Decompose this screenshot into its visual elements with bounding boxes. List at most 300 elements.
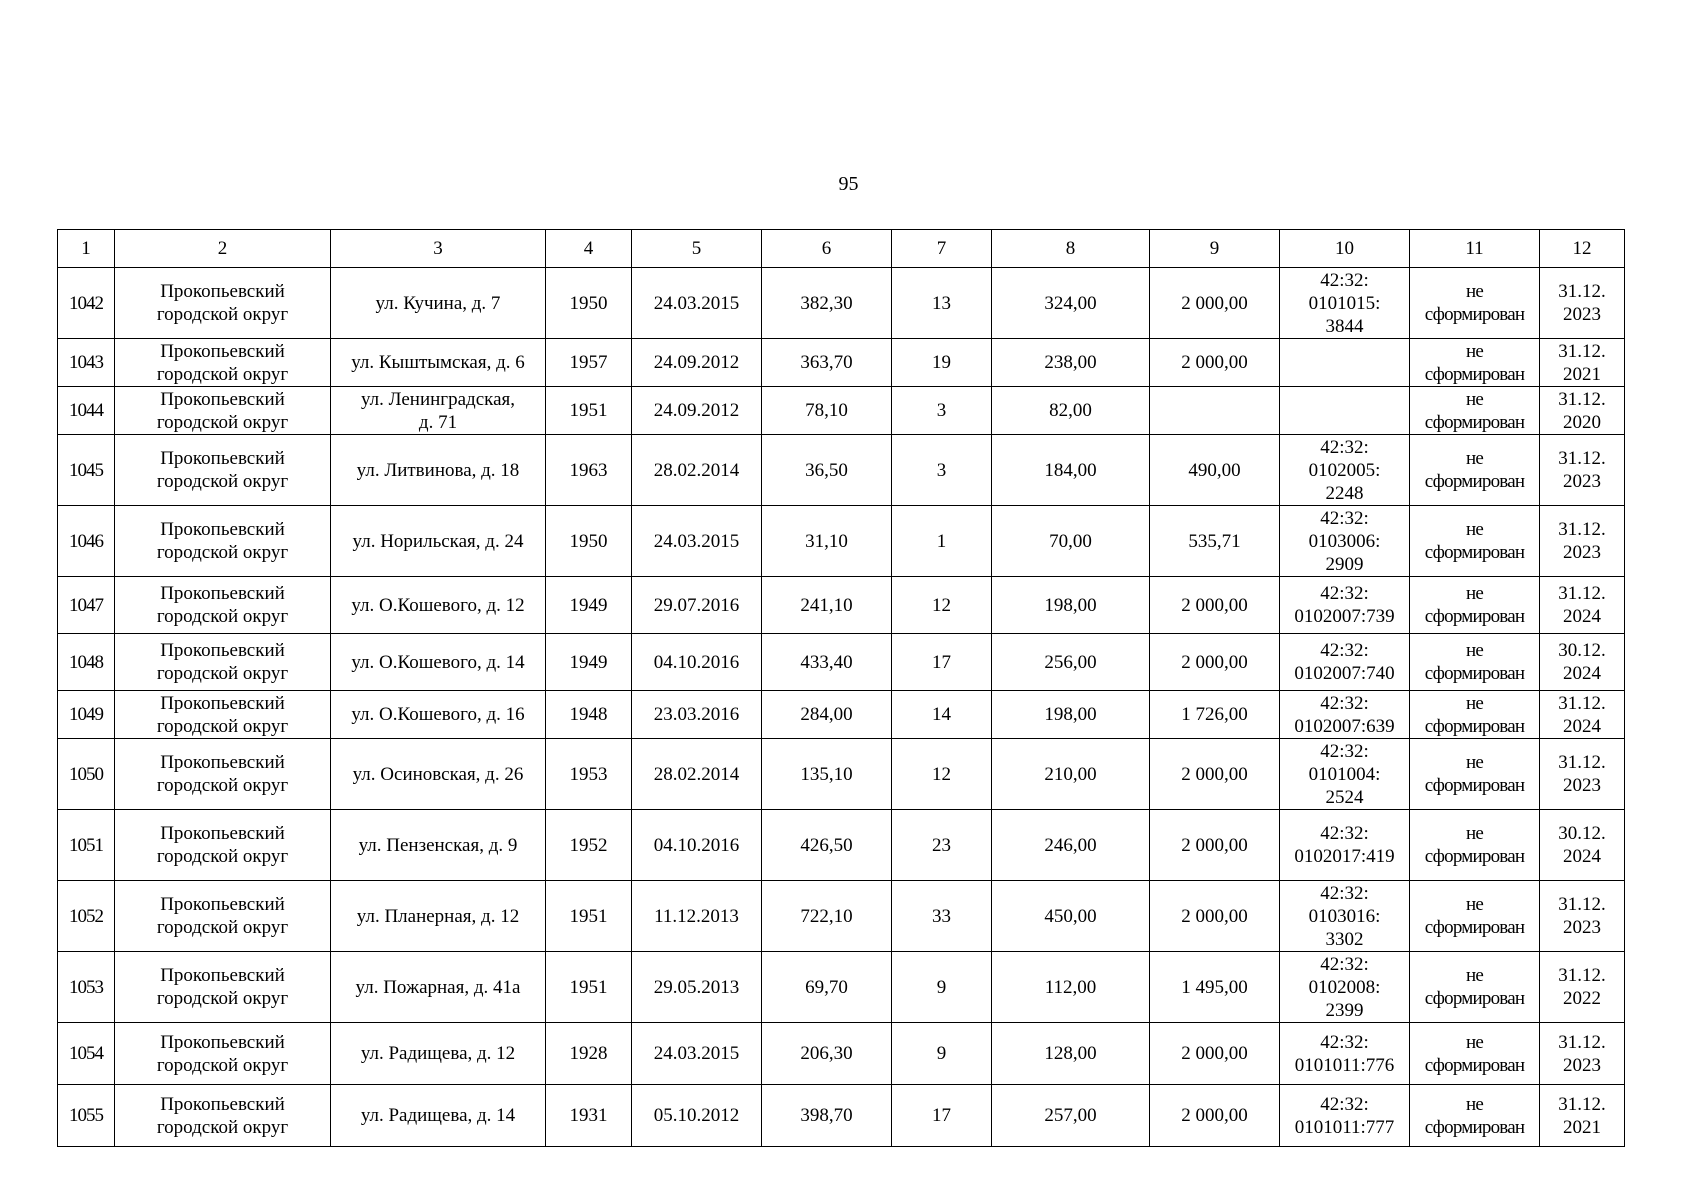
municipality-cell <box>115 339 331 387</box>
column-number-header: 7 <box>892 230 992 268</box>
municipality-line: городской округ <box>156 988 289 1009</box>
municipality-line: Прокопьевский <box>160 583 285 604</box>
address-cell <box>331 881 546 952</box>
row-number-cell: 1050 <box>58 739 115 810</box>
year-cell: 1931 <box>546 1085 632 1147</box>
column-8-cell: 82,00 <box>992 387 1150 435</box>
cadastral-number-cell <box>1280 435 1410 506</box>
table-row <box>58 691 1625 739</box>
column-8-cell: 210,00 <box>992 739 1150 810</box>
deadline-line: 31.12. <box>1558 1093 1606 1115</box>
address-line: ул. Пензенская, д. 9 <box>358 834 518 856</box>
row-number-cell: 1047 <box>58 577 115 634</box>
address-line: ул. Радищева, д. 14 <box>360 1105 516 1126</box>
deadline-line: 31.12. <box>1558 752 1606 773</box>
address-cell <box>331 268 546 339</box>
area-cell: 433,40 <box>762 634 892 691</box>
column-8-cell: 257,00 <box>992 1085 1150 1147</box>
column-number-header: 8 <box>992 230 1150 268</box>
address-line: ул. О.Кошевого, д. 16 <box>351 704 525 725</box>
address-line: ул. О.Кошевого, д. 12 <box>351 594 525 616</box>
municipality-line: Прокопьевский <box>160 894 285 915</box>
table-row <box>58 1023 1625 1085</box>
status-line: не <box>1465 583 1483 604</box>
cadastral-line: 2248 <box>1325 482 1364 504</box>
column-9-cell: 2 000,00 <box>1150 268 1280 339</box>
column-9-cell: 1 726,00 <box>1150 691 1280 739</box>
address-line: ул. Планерная, д. 12 <box>356 905 520 927</box>
residents-cell: 23 <box>892 810 992 881</box>
cadastral-number-cell <box>1280 1085 1410 1147</box>
residents-cell: 3 <box>892 387 992 435</box>
deadline-line: 2021 <box>1563 1116 1601 1138</box>
column-9-cell: 490,00 <box>1150 435 1280 506</box>
row-number-cell: 1053 <box>58 952 115 1023</box>
year-cell: 1951 <box>546 952 632 1023</box>
table-body <box>58 268 1625 1147</box>
residents-cell: 17 <box>892 1085 992 1147</box>
cadastral-line: 42:32: <box>1320 640 1369 661</box>
status-line: не <box>1465 640 1483 661</box>
address-cell <box>331 577 546 634</box>
cadastral-line: 42:32: <box>1320 507 1369 529</box>
address-line: ул. О.Кошевого, д. 14 <box>351 651 525 673</box>
year-cell: 1948 <box>546 691 632 739</box>
status-cell <box>1410 339 1540 387</box>
municipality-line: городской округ <box>156 715 289 737</box>
area-cell: 284,00 <box>762 691 892 739</box>
cadastral-line: 42:32: <box>1320 953 1369 975</box>
deadline-line: 30.12. <box>1558 823 1606 844</box>
deadline-line: 2023 <box>1563 1054 1601 1076</box>
municipality-cell <box>115 881 331 952</box>
municipality-line: Прокопьевский <box>160 448 285 469</box>
deadline-line: 31.12. <box>1558 519 1606 540</box>
status-cell <box>1410 691 1540 739</box>
header-row <box>58 230 1625 268</box>
status-line: сформирован <box>1424 1116 1525 1138</box>
cadastral-line: 2399 <box>1325 999 1364 1021</box>
area-cell: 241,10 <box>762 577 892 634</box>
residents-cell: 33 <box>892 881 992 952</box>
address-line: ул. Литвинова, д. 18 <box>356 459 520 481</box>
status-line: сформирован <box>1424 917 1525 938</box>
cadastral-line: 42:32: <box>1320 1031 1369 1053</box>
area-cell: 78,10 <box>762 387 892 435</box>
status-line: сформирован <box>1424 542 1525 563</box>
status-line: не <box>1465 448 1483 469</box>
status-line: не <box>1465 1093 1483 1115</box>
status-cell <box>1410 739 1540 810</box>
row-number-cell: 1042 <box>58 268 115 339</box>
table-row <box>58 339 1625 387</box>
status-line: не <box>1465 519 1483 540</box>
status-cell <box>1410 634 1540 691</box>
address-line: ул. Радищева, д. 12 <box>360 1043 516 1064</box>
deadline-line: 2024 <box>1563 846 1601 867</box>
column-number-header: 10 <box>1280 230 1410 268</box>
residents-cell: 17 <box>892 634 992 691</box>
status-line: сформирован <box>1424 988 1525 1009</box>
municipality-line: Прокопьевский <box>160 640 285 661</box>
column-number-header: 11 <box>1410 230 1540 268</box>
municipality-line: Прокопьевский <box>160 519 285 540</box>
area-cell: 382,30 <box>762 268 892 339</box>
column-9-cell: 535,71 <box>1150 506 1280 577</box>
date-cell: 24.09.2012 <box>632 339 762 387</box>
year-cell: 1957 <box>546 339 632 387</box>
municipality-line: Прокопьевский <box>160 752 285 773</box>
area-cell: 36,50 <box>762 435 892 506</box>
column-8-cell: 324,00 <box>992 268 1150 339</box>
municipality-cell <box>115 952 331 1023</box>
column-9-cell: 1 495,00 <box>1150 952 1280 1023</box>
cadastral-line: 0101011:776 <box>1294 1054 1395 1076</box>
column-9-cell: 2 000,00 <box>1150 1023 1280 1085</box>
date-cell: 04.10.2016 <box>632 810 762 881</box>
table-row <box>58 268 1625 339</box>
area-cell: 69,70 <box>762 952 892 1023</box>
address-cell <box>331 739 546 810</box>
deadline-line: 31.12. <box>1558 894 1606 915</box>
column-8-cell: 184,00 <box>992 435 1150 506</box>
area-cell: 722,10 <box>762 881 892 952</box>
municipality-line: Прокопьевский <box>160 1093 285 1115</box>
deadline-cell <box>1540 634 1625 691</box>
column-8-cell: 198,00 <box>992 691 1150 739</box>
cadastral-number-cell <box>1280 339 1410 387</box>
column-number-header: 6 <box>762 230 892 268</box>
cadastral-line: 42:32: <box>1320 1093 1369 1115</box>
cadastral-line: 2524 <box>1325 786 1364 808</box>
table-row <box>58 881 1625 952</box>
municipality-line: Прокопьевский <box>160 823 285 844</box>
cadastral-number-cell <box>1280 387 1410 435</box>
area-cell: 363,70 <box>762 339 892 387</box>
cadastral-number-cell <box>1280 691 1410 739</box>
date-cell: 24.03.2015 <box>632 268 762 339</box>
column-number-header: 1 <box>58 230 115 268</box>
cadastral-line: 0101004: <box>1308 763 1381 785</box>
cadastral-line: 42:32: <box>1320 436 1369 458</box>
year-cell: 1963 <box>546 435 632 506</box>
table-row <box>58 577 1625 634</box>
cadastral-number-cell <box>1280 1023 1410 1085</box>
municipality-line: Прокопьевский <box>160 281 285 302</box>
address-line: ул. Кыштымская, д. 6 <box>351 352 525 373</box>
address-line: ул. Пожарная, д. 41а <box>355 976 521 998</box>
date-cell: 04.10.2016 <box>632 634 762 691</box>
address-line: д. 71 <box>418 411 458 433</box>
residents-cell: 1 <box>892 506 992 577</box>
cadastral-line: 0101011:777 <box>1294 1116 1395 1138</box>
date-cell: 29.05.2013 <box>632 952 762 1023</box>
deadline-line: 2024 <box>1563 715 1601 737</box>
table-row <box>58 739 1625 810</box>
date-cell: 11.12.2013 <box>632 881 762 952</box>
municipality-line: городской округ <box>156 1116 289 1138</box>
municipality-line: городской округ <box>156 606 289 627</box>
address-line: ул. Норильская, д. 24 <box>352 530 524 552</box>
deadline-line: 31.12. <box>1558 388 1606 410</box>
status-line: сформирован <box>1424 363 1525 385</box>
status-line: не <box>1465 281 1483 302</box>
cadastral-line: 0102007:739 <box>1294 606 1395 627</box>
deadline-cell <box>1540 339 1625 387</box>
status-line: сформирован <box>1424 471 1525 492</box>
column-number-header: 2 <box>115 230 331 268</box>
row-number-cell: 1052 <box>58 881 115 952</box>
date-cell: 24.03.2015 <box>632 506 762 577</box>
municipality-cell <box>115 268 331 339</box>
date-cell: 28.02.2014 <box>632 435 762 506</box>
status-line: не <box>1465 965 1483 986</box>
column-8-cell: 256,00 <box>992 634 1150 691</box>
column-number-header: 4 <box>546 230 632 268</box>
address-cell <box>331 1023 546 1085</box>
deadline-line: 31.12. <box>1558 281 1606 302</box>
deadline-cell <box>1540 691 1625 739</box>
municipality-line: городской округ <box>156 1054 289 1076</box>
cadastral-line: 0101015: <box>1308 292 1381 314</box>
status-line: не <box>1465 823 1483 844</box>
column-9-cell: 2 000,00 <box>1150 1085 1280 1147</box>
status-line: не <box>1465 692 1483 714</box>
residents-cell: 3 <box>892 435 992 506</box>
status-cell <box>1410 435 1540 506</box>
status-cell <box>1410 810 1540 881</box>
cadastral-number-cell <box>1280 952 1410 1023</box>
municipality-line: городской округ <box>156 411 289 433</box>
table-row <box>58 810 1625 881</box>
residents-cell: 14 <box>892 691 992 739</box>
municipality-line: городской округ <box>156 846 289 867</box>
address-cell <box>331 435 546 506</box>
cadastral-number-cell <box>1280 506 1410 577</box>
table-row <box>58 387 1625 435</box>
municipality-line: Прокопьевский <box>160 1031 285 1053</box>
cadastral-line: 0102008: <box>1308 976 1381 998</box>
deadline-line: 31.12. <box>1558 965 1606 986</box>
status-cell <box>1410 952 1540 1023</box>
row-number-cell: 1046 <box>58 506 115 577</box>
municipality-line: городской округ <box>156 363 289 385</box>
residents-cell: 19 <box>892 339 992 387</box>
date-cell: 24.09.2012 <box>632 387 762 435</box>
deadline-cell <box>1540 739 1625 810</box>
year-cell: 1952 <box>546 810 632 881</box>
municipality-cell <box>115 634 331 691</box>
column-9-cell: 2 000,00 <box>1150 634 1280 691</box>
deadline-line: 2023 <box>1563 917 1601 938</box>
status-line: не <box>1465 1031 1483 1053</box>
municipality-cell <box>115 577 331 634</box>
row-number-cell: 1054 <box>58 1023 115 1085</box>
deadline-line: 2024 <box>1563 663 1601 684</box>
column-9-cell: 2 000,00 <box>1150 739 1280 810</box>
deadline-cell <box>1540 881 1625 952</box>
year-cell: 1951 <box>546 881 632 952</box>
status-line: сформирован <box>1424 606 1525 627</box>
year-cell: 1953 <box>546 739 632 810</box>
cadastral-line: 0102017:419 <box>1294 846 1395 867</box>
status-cell <box>1410 1023 1540 1085</box>
cadastral-line: 0102007:639 <box>1294 715 1395 737</box>
deadline-line: 31.12. <box>1558 692 1606 714</box>
municipality-cell <box>115 810 331 881</box>
deadline-cell <box>1540 435 1625 506</box>
year-cell: 1949 <box>546 577 632 634</box>
table-row <box>58 952 1625 1023</box>
address-cell <box>331 691 546 739</box>
row-number-cell: 1045 <box>58 435 115 506</box>
municipality-cell <box>115 691 331 739</box>
status-line: сформирован <box>1424 1054 1525 1076</box>
address-line: ул. Осиновская, д. 26 <box>352 763 524 785</box>
table-row <box>58 1085 1625 1147</box>
deadline-cell <box>1540 506 1625 577</box>
cadastral-number-cell <box>1280 739 1410 810</box>
column-8-cell: 246,00 <box>992 810 1150 881</box>
column-9-cell: 2 000,00 <box>1150 339 1280 387</box>
column-9-cell <box>1150 387 1280 435</box>
address-cell <box>331 1085 546 1147</box>
table-header <box>58 230 1625 268</box>
date-cell: 23.03.2016 <box>632 691 762 739</box>
deadline-cell <box>1540 952 1625 1023</box>
cadastral-line: 42:32: <box>1320 583 1369 604</box>
residents-cell: 9 <box>892 1023 992 1085</box>
area-cell: 31,10 <box>762 506 892 577</box>
address-line: ул. Ленинградская, <box>360 388 516 410</box>
status-line: сформирован <box>1424 304 1525 325</box>
date-cell: 29.07.2016 <box>632 577 762 634</box>
status-line: сформирован <box>1424 715 1525 737</box>
cadastral-line: 0102005: <box>1308 459 1381 481</box>
municipality-line: городской округ <box>156 542 289 563</box>
residents-cell: 12 <box>892 577 992 634</box>
row-number-cell: 1055 <box>58 1085 115 1147</box>
year-cell: 1949 <box>546 634 632 691</box>
municipality-line: Прокопьевский <box>160 340 285 362</box>
deadline-cell <box>1540 577 1625 634</box>
address-cell <box>331 339 546 387</box>
municipality-cell <box>115 1085 331 1147</box>
status-cell <box>1410 506 1540 577</box>
deadline-line: 31.12. <box>1558 340 1606 362</box>
column-8-cell: 238,00 <box>992 339 1150 387</box>
year-cell: 1951 <box>546 387 632 435</box>
address-cell <box>331 506 546 577</box>
column-9-cell: 2 000,00 <box>1150 881 1280 952</box>
municipality-line: городской округ <box>156 663 289 684</box>
deadline-line: 31.12. <box>1558 1031 1606 1053</box>
status-line: не <box>1465 752 1483 773</box>
table-row <box>58 634 1625 691</box>
deadline-line: 2020 <box>1563 411 1601 433</box>
deadline-line: 31.12. <box>1558 583 1606 604</box>
cadastral-line: 0103016: <box>1308 905 1381 927</box>
status-line: сформирован <box>1424 775 1525 796</box>
page-number: 95 <box>838 173 859 195</box>
residents-cell: 9 <box>892 952 992 1023</box>
status-line: сформирован <box>1424 663 1525 684</box>
municipality-line: городской округ <box>156 304 289 325</box>
deadline-cell <box>1540 387 1625 435</box>
cadastral-number-cell <box>1280 634 1410 691</box>
year-cell: 1928 <box>546 1023 632 1085</box>
row-number-cell: 1044 <box>58 387 115 435</box>
address-line: ул. Кучина, д. 7 <box>375 292 501 314</box>
column-8-cell: 128,00 <box>992 1023 1150 1085</box>
address-cell <box>331 952 546 1023</box>
cadastral-line: 2909 <box>1325 553 1364 575</box>
date-cell: 05.10.2012 <box>632 1085 762 1147</box>
municipality-cell <box>115 387 331 435</box>
residents-cell: 13 <box>892 268 992 339</box>
row-number-cell: 1051 <box>58 810 115 881</box>
year-cell: 1950 <box>546 506 632 577</box>
deadline-cell <box>1540 1023 1625 1085</box>
municipality-line: городской округ <box>156 775 289 796</box>
cadastral-line: 0102007:740 <box>1294 663 1395 684</box>
cadastral-line: 42:32: <box>1320 740 1369 762</box>
deadline-line: 2023 <box>1563 471 1601 492</box>
status-cell <box>1410 1085 1540 1147</box>
deadline-cell <box>1540 268 1625 339</box>
cadastral-line: 42:32: <box>1320 823 1369 844</box>
cadastral-number-cell <box>1280 268 1410 339</box>
row-number-cell: 1048 <box>58 634 115 691</box>
status-line: не <box>1465 340 1483 362</box>
date-cell: 24.03.2015 <box>632 1023 762 1085</box>
status-line: сформирован <box>1424 846 1525 867</box>
area-cell: 426,50 <box>762 810 892 881</box>
address-cell <box>331 810 546 881</box>
residents-cell: 12 <box>892 739 992 810</box>
cadastral-line: 42:32: <box>1320 692 1369 714</box>
table-row <box>58 435 1625 506</box>
cadastral-line: 42:32: <box>1320 882 1369 904</box>
column-number-header: 3 <box>331 230 546 268</box>
area-cell: 398,70 <box>762 1085 892 1147</box>
cadastral-number-cell <box>1280 810 1410 881</box>
address-cell <box>331 634 546 691</box>
row-number-cell: 1049 <box>58 691 115 739</box>
municipality-line: Прокопьевский <box>160 388 285 410</box>
status-cell <box>1410 881 1540 952</box>
municipality-cell <box>115 1023 331 1085</box>
deadline-line: 2024 <box>1563 606 1601 627</box>
municipality-line: Прокопьевский <box>160 965 285 986</box>
municipality-line: Прокопьевский <box>160 692 285 714</box>
deadline-line: 2023 <box>1563 775 1601 796</box>
status-line: сформирован <box>1424 411 1525 433</box>
column-8-cell: 450,00 <box>992 881 1150 952</box>
column-9-cell: 2 000,00 <box>1150 577 1280 634</box>
deadline-cell <box>1540 810 1625 881</box>
year-cell: 1950 <box>546 268 632 339</box>
status-cell <box>1410 577 1540 634</box>
municipality-line: городской округ <box>156 917 289 938</box>
column-8-cell: 198,00 <box>992 577 1150 634</box>
column-8-cell: 112,00 <box>992 952 1150 1023</box>
deadline-line: 2023 <box>1563 304 1601 325</box>
column-9-cell: 2 000,00 <box>1150 810 1280 881</box>
cadastral-line: 3302 <box>1325 928 1364 950</box>
table-row <box>58 506 1625 577</box>
cadastral-line: 0103006: <box>1308 530 1381 552</box>
